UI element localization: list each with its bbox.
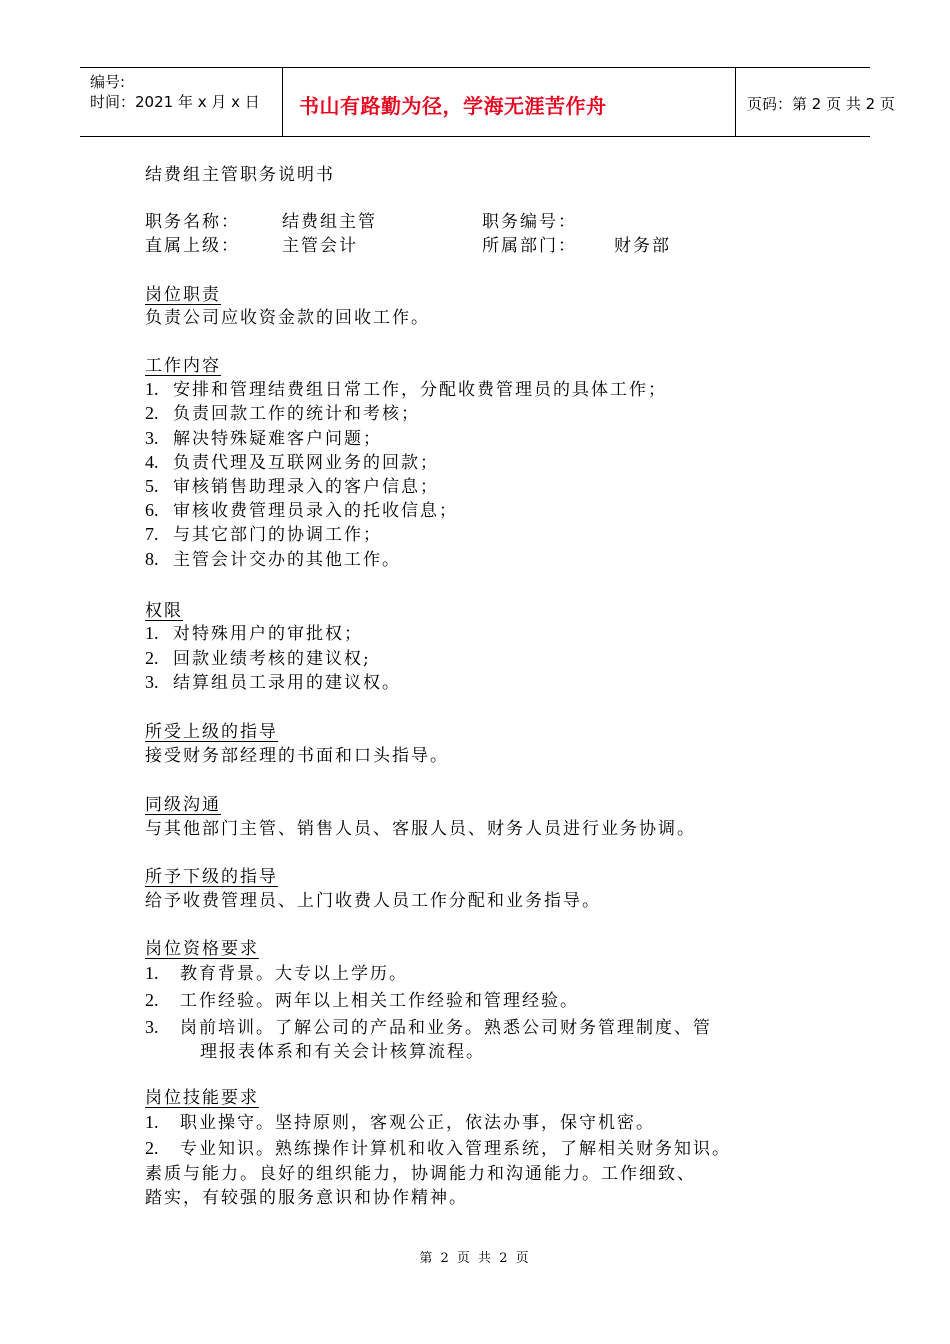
section-heading-subordinate: 所予下级的指导 [145,867,278,887]
header-page-cell [735,68,895,136]
list-text: 安排和管理结费组日常工作，分配收费管理员的具体工作； [173,380,667,400]
supervisor-label: 直属上级： [145,236,240,256]
header-meta [80,68,282,136]
supervisor-value: 主管会计 [282,236,358,256]
header-page-label: 页码：第 2 页 共 2 页 [747,95,895,113]
list-text: 审核收费管理员录入的托收信息； [173,501,458,521]
list-number: 1. [145,1112,159,1132]
list-number: 2. [145,648,159,668]
section-heading-qualification: 岗位资格要求 [145,939,259,959]
list-number: 2. [145,403,159,423]
page-header [80,67,895,137]
doc-number-label: 编号: [90,73,126,91]
list-item [145,959,408,984]
list-text: 岗前培训。了解公司的产品和业务。熟悉公司财务管理制度、管 [180,1018,712,1038]
header-motto: 书山有路勤为径，学海无涯苦作舟 [299,94,607,118]
list-text: 主管会计交办的其他工作。 [173,550,401,570]
guidance-text: 接受财务部经理的书面和口头指导。 [145,746,449,766]
header-motto-cell [282,68,736,136]
list-text: 专业知识。熟练操作计算机和收入管理系统，了解相关财务知识。 [180,1139,731,1159]
skills-extra-line: 素质与能力。良好的组织能力，协调能力和沟通能力。工作细致、 [145,1164,696,1184]
skills-extra-line: 踏实，有较强的服务意识和协作精神。 [145,1188,468,1208]
position-code-label: 职务编号： [482,212,577,232]
list-number: 6. [145,500,159,520]
list-number: 3. [145,1017,159,1037]
list-item [145,1108,655,1133]
position-name-label: 职务名称： [145,212,240,232]
list-text: 对特殊用户的审批权； [173,624,363,644]
list-item [145,1013,712,1038]
list-number: 7. [145,524,159,544]
subordinate-text: 给予收费管理员、上门收费人员工作分配和业务指导。 [145,891,601,911]
list-text: 职业操守。坚持原则，客观公正，依法办事，保守机密。 [180,1113,655,1133]
section-heading-peer: 同级沟通 [145,795,221,815]
list-number: 4. [145,452,159,472]
list-item [145,424,382,449]
list-text: 负责回款工作的统计和考核； [173,404,420,424]
list-item [145,545,401,570]
list-text: 解决特殊疑难客户问题； [173,429,382,449]
list-item [145,472,439,497]
list-number: 8. [145,549,159,569]
list-item [145,496,458,521]
list-number: 3. [145,428,159,448]
doc-title: 结费组主管职务说明书 [145,165,335,185]
list-number: 2. [145,990,159,1010]
list-item [145,668,401,693]
list-item [145,448,439,473]
doc-date-label: 时间：2021 年 x 月 x 日 [90,93,260,111]
page-footer: 第 2 页 共 2 页 [419,1251,531,1266]
list-item-continuation: 理报表体系和有关会计核算流程。 [200,1042,485,1062]
list-text: 与其它部门的协调工作； [173,525,382,545]
peer-text: 与其他部门主管、销售人员、客服人员、财务人员进行业务协调。 [145,819,696,839]
list-item [145,619,363,644]
section-heading-work: 工作内容 [145,356,221,376]
list-item [145,644,371,669]
list-number: 5. [145,476,159,496]
section-heading-authority: 权限 [145,601,183,621]
list-text: 结算组员工录用的建议权。 [173,673,401,693]
section-heading-guidance: 所受上级的指导 [145,722,278,742]
department-label: 所属部门： [482,236,577,256]
list-text: 审核销售助理录入的客户信息； [173,477,439,497]
section-heading-duty: 岗位职责 [145,285,221,305]
list-item [145,399,420,424]
list-item [145,1134,731,1159]
list-number: 1. [145,379,159,399]
position-name-value: 结费组主管 [282,212,377,232]
list-item [145,375,667,400]
list-text: 教育背景。大专以上学历。 [180,964,408,984]
list-text: 负责代理及互联网业务的回款； [173,453,439,473]
list-item [145,986,579,1011]
list-text: 回款业绩考核的建议权; [173,649,371,669]
section-heading-skills: 岗位技能要求 [145,1088,259,1108]
duty-text: 负责公司应收资金款的回收工作。 [145,308,430,328]
list-text: 工作经验。两年以上相关工作经验和管理经验。 [180,991,579,1011]
list-number: 1. [145,963,159,983]
list-number: 3. [145,672,159,692]
list-item [145,520,382,545]
list-number: 1. [145,623,159,643]
list-number: 2. [145,1138,159,1158]
department-value: 财务部 [614,236,671,256]
